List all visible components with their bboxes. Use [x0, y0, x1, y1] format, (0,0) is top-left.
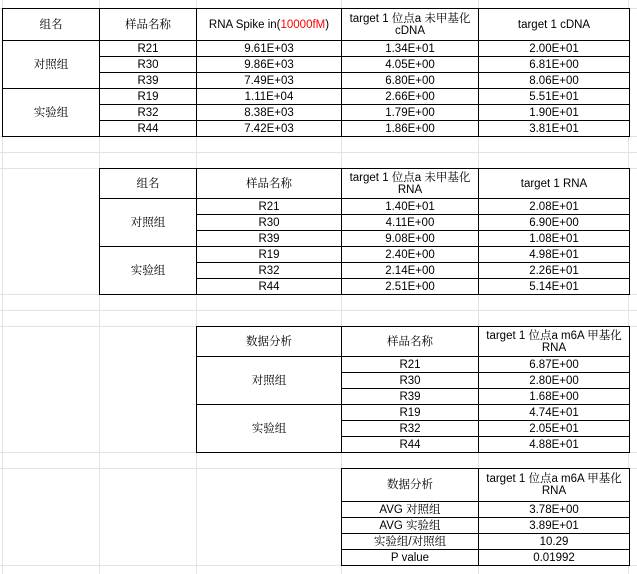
spike-cell: 7.49E+03	[197, 73, 342, 89]
table-m6a	[196, 326, 630, 453]
sample-cell: R39	[100, 73, 197, 89]
sample-cell: R32	[100, 105, 197, 121]
cdna-cell: 3.81E+01	[479, 121, 630, 137]
spike-cell: 9.61E+03	[197, 41, 342, 57]
header-analysis: 数据分析	[197, 327, 342, 357]
unmethylated-cell: 4.05E+00	[342, 57, 479, 73]
sample-cell: R44	[197, 279, 342, 295]
header-analysis: 数据分析	[342, 469, 479, 502]
rna-cell: 1.08E+01	[479, 231, 630, 247]
unmethylated-cell: 2.14E+00	[342, 263, 479, 279]
sample-cell: R21	[100, 41, 197, 57]
group-name: 实验组	[3, 89, 100, 137]
m6a-cell: 2.05E+01	[479, 421, 630, 437]
group-name: 对照组	[197, 357, 342, 405]
m6a-cell: 4.74E+01	[479, 405, 630, 421]
m6a-cell: 6.87E+00	[479, 357, 630, 373]
sample-cell: R30	[100, 57, 197, 73]
header-unmethylated-cdna: target 1 位点a 未甲基化 cDNA	[342, 9, 479, 41]
sample-cell: R30	[342, 373, 479, 389]
avg-experiment-value: 3.89E+01	[479, 518, 630, 534]
table-summary	[341, 468, 630, 566]
header-m6a-rna: target 1 位点a m6A 甲基化 RNA	[479, 469, 630, 502]
sample-cell: R44	[100, 121, 197, 137]
header-target-cdna: target 1 cDNA	[479, 9, 630, 41]
ratio-label: 实验组/对照组	[342, 534, 479, 550]
rna-cell: 2.26E+01	[479, 263, 630, 279]
p-value-value: 0.01992	[479, 550, 630, 566]
spike-cell: 8.38E+03	[197, 105, 342, 121]
header-group: 组名	[100, 169, 197, 199]
sample-cell: R32	[197, 263, 342, 279]
header-sample: 样品名称	[197, 169, 342, 199]
spike-cell: 9.86E+03	[197, 57, 342, 73]
unmethylated-cell: 1.86E+00	[342, 121, 479, 137]
avg-control-value: 3.78E+00	[479, 502, 630, 518]
cdna-cell: 2.00E+01	[479, 41, 630, 57]
unmethylated-cell: 1.40E+01	[342, 199, 479, 215]
sample-cell: R19	[100, 89, 197, 105]
m6a-cell: 4.88E+01	[479, 437, 630, 453]
ratio-value: 10.29	[479, 534, 630, 550]
header-sample: 样品名称	[100, 9, 197, 41]
unmethylated-cell: 2.51E+00	[342, 279, 479, 295]
m6a-cell: 1.68E+00	[479, 389, 630, 405]
cdna-cell: 8.06E+00	[479, 73, 630, 89]
group-name: 对照组	[100, 199, 197, 247]
table-rna	[99, 168, 630, 295]
cdna-cell: 6.81E+00	[479, 57, 630, 73]
group-name: 对照组	[3, 41, 100, 89]
unmethylated-cell: 2.40E+00	[342, 247, 479, 263]
spike-prefix: RNA Spike in(	[208, 18, 281, 31]
unmethylated-cell: 9.08E+00	[342, 231, 479, 247]
sample-cell: R21	[197, 199, 342, 215]
unmethylated-cell: 2.66E+00	[342, 89, 479, 105]
rna-cell: 6.90E+00	[479, 215, 630, 231]
spike-suffix: )	[325, 18, 330, 31]
m6a-cell: 2.80E+00	[479, 373, 630, 389]
sample-cell: R21	[342, 357, 479, 373]
cdna-cell: 1.90E+01	[479, 105, 630, 121]
header-group: 组名	[3, 9, 100, 41]
rna-cell: 2.08E+01	[479, 199, 630, 215]
sample-cell: R19	[342, 405, 479, 421]
group-name: 实验组	[197, 405, 342, 453]
unmethylated-cell: 6.80E+00	[342, 73, 479, 89]
sample-cell: R39	[342, 389, 479, 405]
rna-cell: 5.14E+01	[479, 279, 630, 295]
unmethylated-cell: 1.79E+00	[342, 105, 479, 121]
table-cdna	[2, 8, 630, 137]
avg-control-label: AVG 对照组	[342, 502, 479, 518]
avg-experiment-label: AVG 实验组	[342, 518, 479, 534]
sample-cell: R32	[342, 421, 479, 437]
spike-concentration: 10000fM	[280, 18, 326, 31]
header-spike-in	[197, 9, 342, 41]
unmethylated-cell: 4.11E+00	[342, 215, 479, 231]
unmethylated-cell: 1.34E+01	[342, 41, 479, 57]
sample-cell: R19	[197, 247, 342, 263]
spike-cell: 1.11E+04	[197, 89, 342, 105]
header-unmethylated-rna: target 1 位点a 未甲基化 RNA	[342, 169, 479, 199]
header-sample: 样品名称	[342, 327, 479, 357]
spike-cell: 7.42E+03	[197, 121, 342, 137]
header-target-rna: target 1 RNA	[479, 169, 630, 199]
sample-cell: R44	[342, 437, 479, 453]
group-name: 实验组	[100, 247, 197, 295]
header-m6a-rna: target 1 位点a m6A 甲基化 RNA	[479, 327, 630, 357]
p-value-label: P value	[342, 550, 479, 566]
rna-cell: 4.98E+01	[479, 247, 630, 263]
cdna-cell: 5.51E+01	[479, 89, 630, 105]
sample-cell: R39	[197, 231, 342, 247]
sample-cell: R30	[197, 215, 342, 231]
